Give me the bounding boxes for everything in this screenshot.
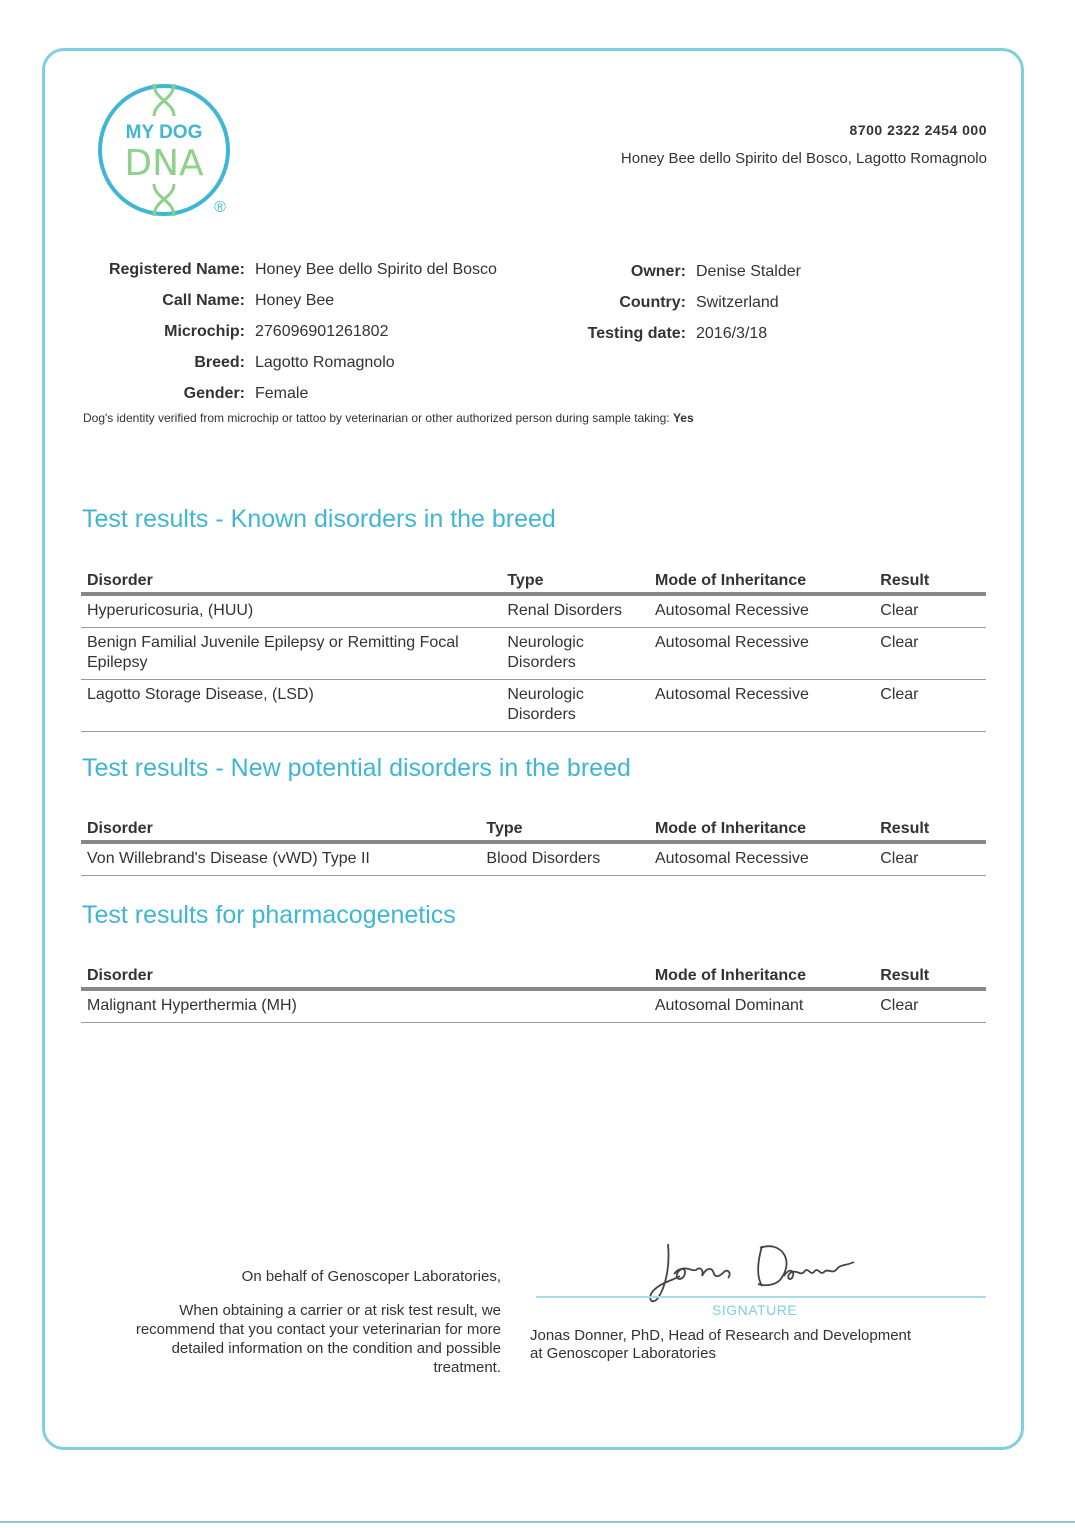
cell-type: Renal Disorders bbox=[501, 594, 649, 628]
cell-result: Clear bbox=[874, 989, 986, 1023]
table-row bbox=[81, 680, 986, 732]
cell-inheritance: Autosomal Dominant bbox=[649, 989, 874, 1023]
cell-type: Neurologic Disorders bbox=[501, 680, 649, 732]
info-value: 2016/3/18 bbox=[696, 325, 768, 342]
table-header-row bbox=[81, 562, 986, 594]
logo-text-top: MY DOG bbox=[125, 122, 203, 143]
cell-inheritance: Autosomal Recessive bbox=[649, 628, 874, 680]
cell-disorder: Von Willebrand's Disease (vWD) Type II bbox=[81, 842, 480, 876]
verification-answer: Yes bbox=[672, 411, 694, 425]
header-dog-breed: Honey Bee dello Spirito del Bosco, Lagotto Romagnolo bbox=[620, 150, 987, 167]
col-header: Disorder bbox=[81, 562, 501, 594]
verification-text: Dog's identity verified from microchip or tattoo by veterinarian or other authorized person during sample taking: bbox=[83, 411, 670, 425]
info-row bbox=[82, 285, 497, 316]
cell-inheritance: Autosomal Recessive bbox=[649, 594, 874, 628]
section-title-pharma: Test results for pharmacogenetics bbox=[82, 901, 456, 929]
signer-info bbox=[530, 1327, 960, 1363]
cell-result: Clear bbox=[874, 842, 986, 876]
table-row bbox=[81, 628, 986, 680]
known-disorders-table bbox=[81, 562, 986, 732]
info-row bbox=[540, 287, 801, 318]
owner-info bbox=[540, 256, 801, 349]
section-title-known: Test results - Known disorders in the breed bbox=[82, 505, 556, 533]
certificate-id: 8700 2322 2454 000 bbox=[849, 122, 987, 138]
info-label: Owner: bbox=[630, 263, 686, 280]
table-row bbox=[81, 842, 986, 876]
pharmacogenetics-table bbox=[81, 957, 986, 1023]
info-row bbox=[540, 318, 801, 349]
info-row bbox=[540, 256, 801, 287]
signer-line-2: at Genoscoper Laboratories bbox=[530, 1345, 716, 1362]
dog-info bbox=[82, 254, 497, 409]
cell-disorder: Malignant Hyperthermia (MH) bbox=[81, 989, 481, 1023]
info-value: Denise Stalder bbox=[696, 263, 801, 280]
info-label: Testing date: bbox=[587, 325, 686, 342]
col-header: Type bbox=[480, 810, 649, 842]
identity-verification bbox=[83, 411, 694, 425]
col-header: Mode of Inheritance bbox=[649, 562, 874, 594]
info-label: Call Name: bbox=[162, 292, 245, 309]
info-value: Female bbox=[255, 385, 309, 402]
scan-edge-line bbox=[0, 1521, 1075, 1523]
cell-inheritance: Autosomal Recessive bbox=[649, 680, 874, 732]
info-value: Switzerland bbox=[696, 294, 779, 311]
cell-disorder: Lagotto Storage Disease, (LSD) bbox=[81, 680, 501, 732]
handwritten-signature bbox=[640, 1236, 870, 1312]
cell-disorder: Hyperuricosuria, (HUU) bbox=[81, 594, 501, 628]
cell-result: Clear bbox=[874, 680, 986, 732]
info-row bbox=[82, 378, 497, 409]
col-header: Mode of Inheritance bbox=[649, 810, 874, 842]
info-label: Gender: bbox=[183, 385, 245, 402]
info-row bbox=[82, 316, 497, 347]
col-header: Mode of Inheritance bbox=[649, 957, 874, 989]
table-row bbox=[81, 594, 986, 628]
table-row bbox=[81, 989, 986, 1023]
cell-type: Neurologic Disorders bbox=[501, 628, 649, 680]
info-label: Registered Name: bbox=[108, 261, 245, 278]
signer-line-1: Jonas Donner, PhD, Head of Research and Development bbox=[530, 1327, 912, 1344]
col-header: Type bbox=[501, 562, 649, 594]
section-title-potential: Test results - New potential disorders in the breed bbox=[82, 754, 631, 782]
info-value: Honey Bee dello Spirito del Bosco bbox=[255, 261, 497, 278]
info-row bbox=[82, 347, 497, 378]
info-value: Honey Bee bbox=[255, 292, 335, 309]
cell-result: Clear bbox=[874, 628, 986, 680]
col-header: Result bbox=[874, 957, 986, 989]
table-header-row bbox=[81, 810, 986, 842]
col-header: Result bbox=[874, 810, 986, 842]
info-label: Breed: bbox=[194, 354, 245, 371]
cell-type-empty bbox=[481, 989, 649, 1023]
registered-mark: ® bbox=[214, 199, 226, 216]
logo-text-dna: DNA bbox=[124, 143, 204, 184]
signature-label: SIGNATURE bbox=[712, 1302, 798, 1318]
cell-type: Blood Disorders bbox=[480, 842, 649, 876]
col-header: Result bbox=[874, 562, 986, 594]
col-header: Disorder bbox=[81, 957, 481, 989]
table-header-row bbox=[81, 957, 986, 989]
info-value: Lagotto Romagnolo bbox=[255, 354, 395, 371]
cell-result: Clear bbox=[874, 594, 986, 628]
info-label: Country: bbox=[619, 294, 686, 311]
info-row bbox=[82, 254, 497, 285]
info-label: Microchip: bbox=[164, 323, 245, 340]
advice-text: When obtaining a carrier or at risk test result, we recommend that you contact your veterinarian for more detailed information on the condition and possible treatment. bbox=[135, 1302, 501, 1376]
cell-disorder: Benign Familial Juvenile Epilepsy or Remitting Focal Epilepsy bbox=[81, 628, 501, 680]
potential-disorders-table bbox=[81, 810, 986, 876]
signature-line bbox=[536, 1296, 986, 1298]
on-behalf-text: On behalf of Genoscoper Laboratories, bbox=[241, 1268, 501, 1285]
col-header: Disorder bbox=[81, 810, 480, 842]
cell-inheritance: Autosomal Recessive bbox=[649, 842, 874, 876]
info-value: 276096901261802 bbox=[255, 323, 389, 340]
my-dog-dna-logo bbox=[96, 82, 232, 218]
col-header-empty bbox=[481, 957, 649, 989]
